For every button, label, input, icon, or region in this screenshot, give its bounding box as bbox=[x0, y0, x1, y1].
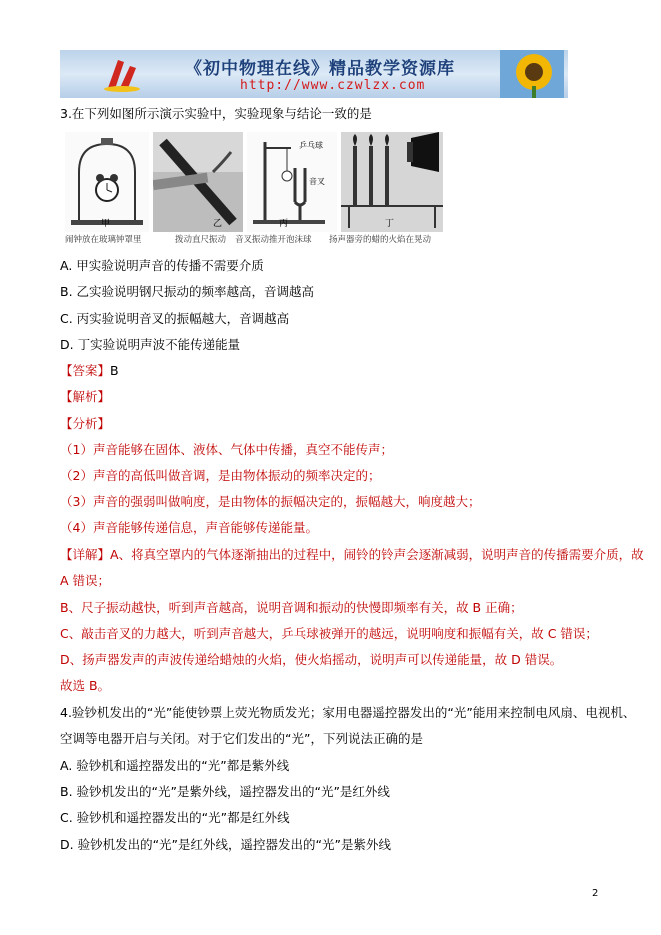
sunflower-icon bbox=[500, 50, 564, 98]
panel-caption: 闹钟放在玻璃钟罩里 bbox=[65, 235, 142, 245]
fenxi-label: 【分析】 bbox=[60, 416, 111, 431]
analysis-point: （3）声音的强弱叫做响度，是由物体的振幅决定的，振幅越大，响度越大； bbox=[60, 494, 481, 509]
analysis-point: （1）声音能够在固体、液体、气体中传播，真空不能传声； bbox=[60, 442, 393, 457]
q4-option-d: D. 验钞机发出的“光”是红外线，遥控器发出的“光”是紫外线 bbox=[60, 837, 391, 852]
ruler-vibration-icon bbox=[153, 132, 243, 232]
conclusion: 故选 B。 bbox=[60, 678, 111, 693]
figure-panel-bing bbox=[247, 132, 337, 232]
detail-line: A 错误； bbox=[60, 573, 111, 588]
q4-option-a: A. 验钞机和遥控器发出的“光”都是紫外线 bbox=[60, 758, 290, 773]
detail-label: 【详解】 bbox=[60, 547, 111, 562]
page-number: 2 bbox=[592, 888, 599, 899]
detail-line bbox=[60, 545, 644, 565]
header-banner bbox=[60, 50, 568, 98]
answer-value: B bbox=[110, 363, 119, 378]
q3-option-a: A. 甲实验说明声音的传播不需要介质 bbox=[60, 258, 264, 273]
panel-label: 丁 bbox=[385, 219, 395, 229]
panel-caption: 音叉振动推开泡沫球 bbox=[235, 235, 312, 245]
q4-option-c: C. 验钞机和遥控器发出的“光”都是红外线 bbox=[60, 810, 290, 825]
q3-option-d: D. 丁实验说明声波不能传递能量 bbox=[60, 337, 241, 352]
detail-line: C、敲击音叉的力越大，听到声音越大，乒乓球被弹开的越远，说明响度和振幅有关，故 C 错误； bbox=[60, 626, 598, 641]
banner-title: 《初中物理在线》精品教学资源库 bbox=[185, 59, 455, 79]
analysis-point: （4）声音能够传递信息，声音能够传递能量。 bbox=[60, 520, 318, 535]
figure-panel-yi bbox=[153, 132, 243, 232]
figure-tag: 音叉 bbox=[309, 177, 325, 186]
detail-text: A、将真空罩内的气体逐渐抽出的过程中，闹铃的铃声会逐渐减弱，说明声音的传播需要介质，故 bbox=[110, 547, 644, 562]
panel-caption: 扬声器旁的蜡的火焰在晃动 bbox=[329, 235, 432, 245]
answer-label: 【答案】 bbox=[60, 363, 111, 378]
answer-line bbox=[60, 361, 119, 381]
q3-option-b: B. 乙实验说明钢尺振动的频率越高，音调越高 bbox=[60, 284, 315, 299]
panel-label: 乙 bbox=[213, 219, 223, 229]
q3-figure bbox=[65, 132, 443, 250]
q4-stem-line: 空调等电器开启与关闭。对于它们发出的“光”，下列说法正确的是 bbox=[60, 731, 423, 746]
q3-option-c: C. 丙实验说明音叉的振幅越大，音调越高 bbox=[60, 311, 290, 326]
banner-url: http://www.czwlzx.com bbox=[240, 78, 426, 93]
q3-stem: 3.在下列如图所示演示实验中，实验现象与结论一致的是 bbox=[60, 106, 372, 121]
analysis-point: （2）声音的高低叫做音调，是由物体振动的频率决定的； bbox=[60, 468, 381, 483]
q4-stem-line: 4.验钞机发出的“光”能使钞票上荧光物质发光；家用电器遥控器发出的“光”能用来控制电风扇、电视机、 bbox=[60, 705, 636, 720]
panel-label: 丙 bbox=[279, 219, 289, 229]
figure-panel-ding bbox=[341, 132, 443, 232]
figure-panel-jia bbox=[65, 132, 149, 232]
detail-line: D、扬声器发声的声波传递给蜡烛的火焰，使火焰摇动，说明声可以传递能量，故 D 错误。 bbox=[60, 652, 563, 667]
panel-caption: 拨动直尺振动 bbox=[175, 235, 227, 245]
site-logo-icon bbox=[100, 54, 144, 94]
panel-label: 甲 bbox=[101, 219, 111, 229]
analysis-label: 【解析】 bbox=[60, 389, 111, 404]
detail-line: B、尺子振动越快，听到声音越高，说明音调和振动的快慢即频率有关，故 B 正确； bbox=[60, 600, 523, 615]
figure-tag: 乒乓球 bbox=[299, 141, 323, 150]
q4-option-b: B. 验钞机发出的“光”是紫外线，遥控器发出的“光”是红外线 bbox=[60, 784, 390, 799]
